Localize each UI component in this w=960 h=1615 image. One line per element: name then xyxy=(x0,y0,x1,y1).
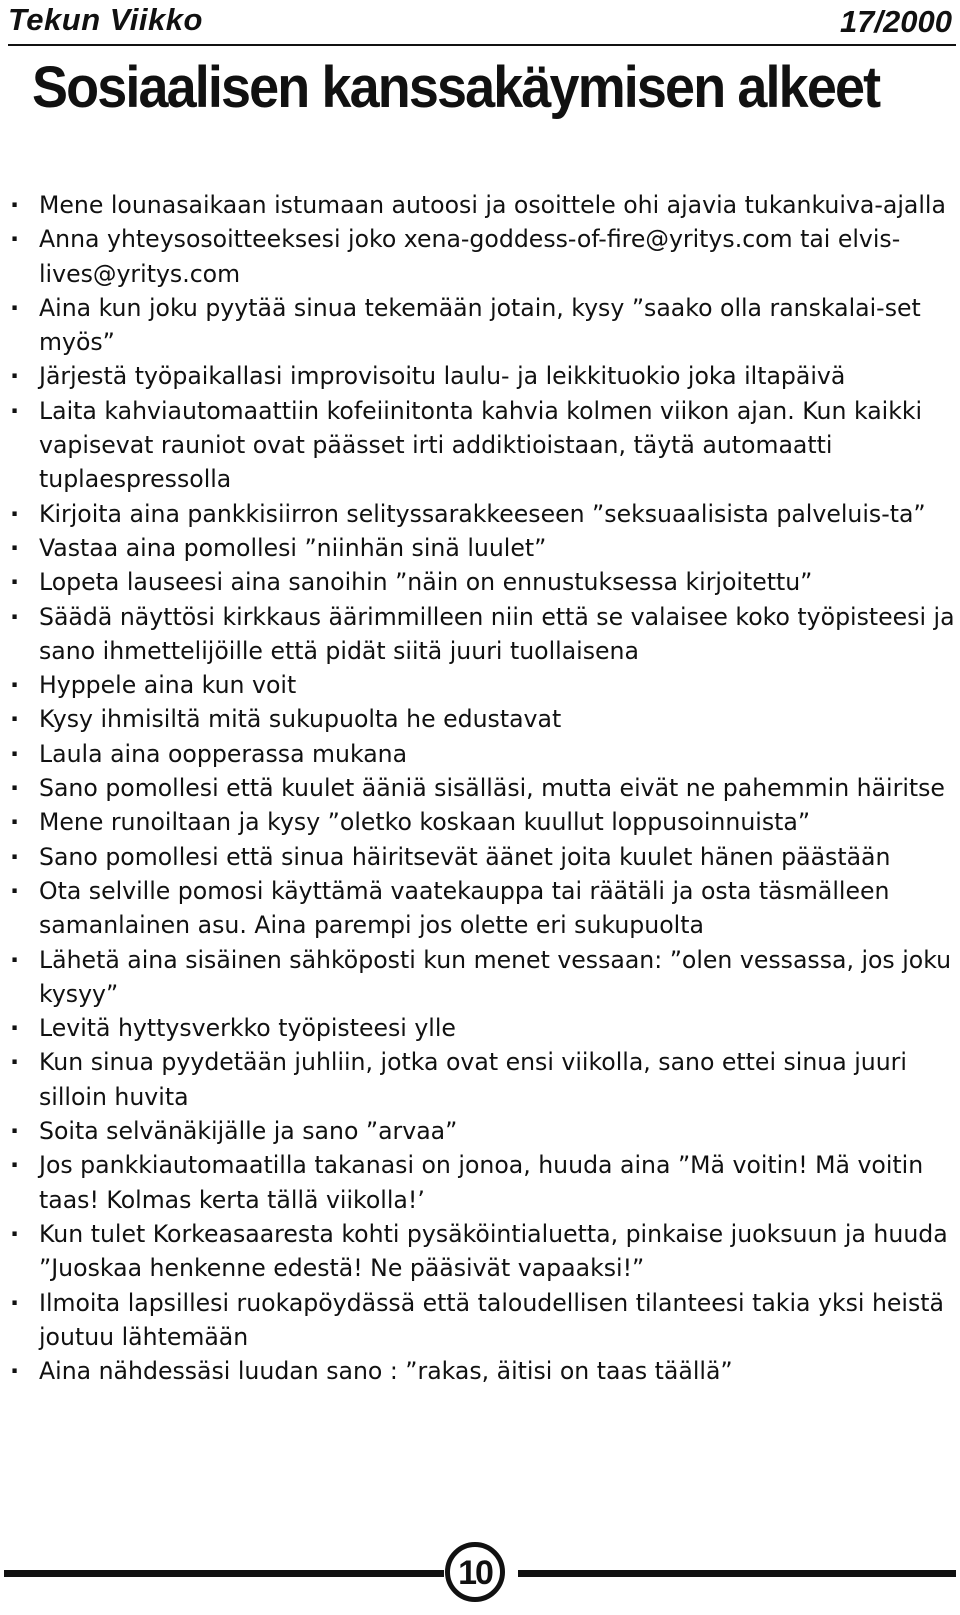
tip-text: Aina nähdessäsi luudan sano : ”rakas, äitisi on taas täällä” xyxy=(39,1357,733,1386)
tip-text: Ota selville pomosi käyttämä vaatekauppa tai räätäli ja osta täsmälleen samanlainen asu. Aina parempi jos olette eri sukupuolta xyxy=(39,876,890,940)
list-item xyxy=(0,1045,959,1114)
footer-rule-left xyxy=(4,1570,444,1577)
list-item xyxy=(0,497,959,531)
tip-text: Laula aina oopperassa mukana xyxy=(39,739,408,768)
tip-text: Sano pomollesi että kuulet ääniä sisälläsi, mutta eivät ne pahemmin häiritse xyxy=(39,774,945,803)
bullet-icon: · xyxy=(10,1219,20,1248)
tip-text: Vastaa aina pomollesi ”niinhän sinä luulet” xyxy=(39,533,547,562)
list-item xyxy=(0,943,959,1012)
list-item xyxy=(0,668,959,702)
article-title: Sosiaalisen kanssakäymisen alkeet xyxy=(32,55,880,120)
bullet-icon: · xyxy=(10,671,20,700)
tip-text: Soita selvänäkijälle ja sano ”arvaa” xyxy=(39,1117,458,1146)
list-item xyxy=(0,840,959,874)
bullet-icon: · xyxy=(10,1014,20,1043)
tip-text: Lopeta lauseesi aina sanoihin ”näin on ennustuksessa kirjoitettu” xyxy=(39,568,813,597)
tip-text: Järjestä työpaikallasi improvisoitu laulu- ja leikkituokio joka iltapäivä xyxy=(39,362,846,391)
list-item xyxy=(0,1011,959,1045)
bullet-icon: · xyxy=(10,293,20,322)
list-item xyxy=(0,1114,959,1148)
tip-text: Sano pomollesi että sinua häiritsevät äänet joita kuulet hänen päästään xyxy=(39,842,891,871)
bullet-icon: · xyxy=(10,396,20,425)
bullet-icon: · xyxy=(10,774,20,803)
tip-text: Levitä hyttysverkko työpisteesi ylle xyxy=(39,1014,456,1043)
list-item xyxy=(0,1148,959,1217)
bullet-icon: · xyxy=(10,1048,20,1077)
bullet-icon: · xyxy=(10,705,20,734)
issue-number: 17/2000 xyxy=(839,4,952,39)
tip-text: Lähetä aina sisäinen sähköposti kun menet vessaan: ”olen vessassa, jos joku kysyy” xyxy=(39,945,952,1008)
tip-text: Jos pankkiautomaatilla takanasi on jonoa, huuda aina ”Mä voitin! Mä voitin taas! Kolmas kerta tällä viikolla!’ xyxy=(39,1151,924,1214)
bullet-icon: · xyxy=(10,1151,20,1180)
tip-text: Hyppele aina kun voit xyxy=(39,671,297,700)
footer-rule-right xyxy=(518,1570,956,1577)
tip-text: Kirjoita aina pankkisiirron selityssarakkeeseen ”seksuaalisista palveluis-ta” xyxy=(39,499,926,528)
list-item xyxy=(0,222,959,291)
list-item xyxy=(0,1286,959,1355)
list-item xyxy=(0,1354,959,1388)
tip-text: Ilmoita lapsillesi ruokapöydässä että taloudellisen tilanteesi takia yksi heistä joutuu lähtemään xyxy=(39,1288,944,1351)
list-item xyxy=(0,394,959,497)
page-header xyxy=(8,0,956,46)
tip-text: Säädä näyttösi kirkkaus äärimmilleen niin että se valaisee koko työpisteesi ja sano ihmettelijöille että pidät siitä juuri tuollaisena xyxy=(39,602,955,665)
list-item xyxy=(0,600,959,669)
bullet-icon: · xyxy=(10,602,20,631)
tip-text: Laita kahviautomaattiin kofeiinitonta kahvia kolmen viikon ajan. Kun kaikki vapisevat rauniot ovat päässet irti addiktioistaan, täytä automaatti tuplaespressolla xyxy=(39,396,923,494)
list-item xyxy=(0,188,959,222)
page-footer xyxy=(0,1540,960,1610)
tip-text: Aina kun joku pyytää sinua tekemään jotain, kysy ”saako olla ranskalai-set myös” xyxy=(39,293,921,357)
list-item xyxy=(0,737,959,771)
bullet-icon: · xyxy=(10,191,20,219)
list-item xyxy=(0,874,959,943)
bullet-icon: · xyxy=(10,808,20,837)
list-item xyxy=(0,1217,959,1286)
bullet-icon: · xyxy=(10,225,20,254)
list-item xyxy=(0,531,959,565)
tips-list xyxy=(0,188,960,1388)
bullet-icon: · xyxy=(10,1357,20,1386)
list-item xyxy=(0,565,959,599)
tip-text: Mene runoiltaan ja kysy ”oletko koskaan kuullut loppusoinnuista” xyxy=(39,808,811,837)
page-number-badge xyxy=(445,1542,505,1602)
tip-text: Kun sinua pyydetään juhliin, jotka ovat ensi viikolla, sano ettei sinua juuri silloin huvita xyxy=(39,1048,907,1111)
tip-text: Kysy ihmisiltä mitä sukupuolta he edustavat xyxy=(39,705,562,734)
list-item xyxy=(0,771,959,805)
list-item xyxy=(0,702,959,736)
tip-text: Kun tulet Korkeasaaresta kohti pysäköintialuetta, pinkaise juoksuun ja huuda ”Juoskaa henkenne edestä! Ne pääsivät vapaaksi!” xyxy=(39,1219,948,1283)
page-number: 10 xyxy=(458,1554,492,1592)
bullet-icon: · xyxy=(10,533,20,562)
bullet-icon: · xyxy=(10,842,20,871)
bullet-icon: · xyxy=(10,876,20,905)
tip-text: Mene lounasaikaan istumaan autoosi ja osoittele ohi ajavia tukankuiva-ajalla xyxy=(39,191,946,219)
bullet-icon: · xyxy=(10,362,20,391)
list-item xyxy=(0,291,959,360)
bullet-icon: · xyxy=(10,568,20,597)
bullet-icon: · xyxy=(10,945,20,974)
publication-name: Tekun Viikko xyxy=(8,2,203,37)
list-item xyxy=(0,805,959,839)
bullet-icon: · xyxy=(10,499,20,528)
tip-text: Anna yhteysosoitteeksesi joko xena-goddess-of-fire@yritys.com tai elvis-lives@yritys.com xyxy=(39,225,901,288)
bullet-icon: · xyxy=(10,1117,20,1146)
bullet-icon: · xyxy=(10,1288,20,1317)
bullet-icon: · xyxy=(10,739,20,768)
list-item xyxy=(0,359,959,393)
